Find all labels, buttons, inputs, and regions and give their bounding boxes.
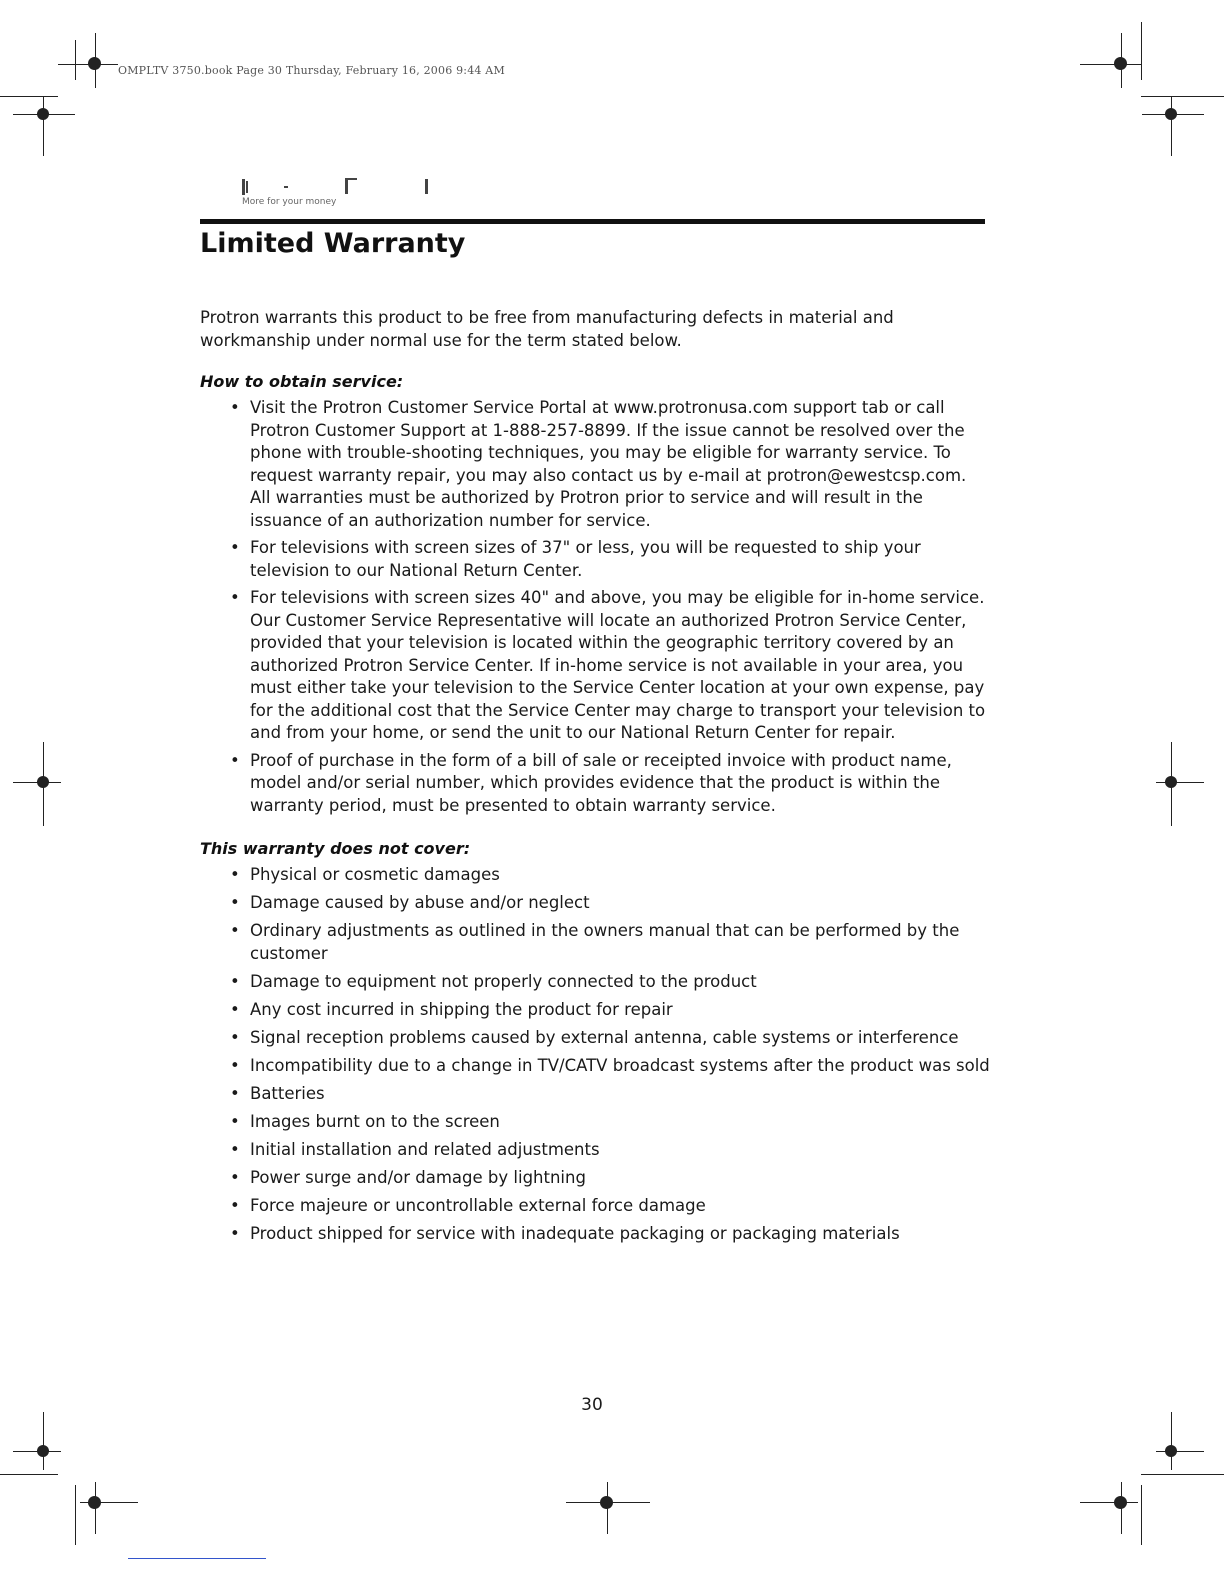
list-item: • Force majeure or uncontrollable external force damage [230, 1195, 990, 1218]
list-item: • Proof of purchase in the form of a bill of sale or receipted invoice with product name, model and/or serial number, which provides evidence that the product is within the warranty period, must be presented to obtain warranty service. [230, 750, 990, 818]
list-item: • Damage caused by abuse and/or neglect [230, 892, 990, 915]
print-slug: OMPLTV 3750.book Page 30 Thursday, February 16, 2006 9:44 AM [118, 64, 505, 77]
page-title: Limited Warranty [200, 228, 466, 259]
service-heading: How to obtain service: [200, 372, 404, 391]
not-covered-heading: This warranty does not cover: [200, 839, 471, 858]
list-item: • For televisions with screen sizes 40" and above, you may be eligible for in-home service. Our Customer Service Representative will locate an authorized Protron Service Center, provided that your television is located within the geographic territory covered by an authorized Protron Service Center. If in-home service is not available in your area, you must either take your television to the Service Center location at your own expense, pay for the additional cost that the Service Center may charge to transport your television to and from your home, or send the unit to our National Return Center for repair. [230, 587, 990, 745]
list-item: • Any cost incurred in shipping the product for repair [230, 999, 990, 1022]
service-list [230, 397, 990, 822]
title-rule [200, 219, 985, 224]
brand-tagline: More for your money [242, 197, 337, 207]
list-item: • Images burnt on to the screen [230, 1111, 990, 1134]
list-item: • Product shipped for service with inadequate packaging or packaging materials [230, 1223, 990, 1246]
list-item: • Physical or cosmetic damages [230, 864, 990, 887]
not-covered-list [230, 864, 990, 1251]
list-item: • Damage to equipment not properly connected to the product [230, 971, 990, 994]
link-underline [128, 1558, 266, 1559]
list-item: • Batteries [230, 1083, 990, 1106]
list-item: • Initial installation and related adjustments [230, 1139, 990, 1162]
page-number: 30 [581, 1395, 603, 1415]
list-item: • Incompatibility due to a change in TV/CATV broadcast systems after the product was sold [230, 1055, 990, 1078]
list-item: • Signal reception problems caused by external antenna, cable systems or interference [230, 1027, 990, 1050]
list-item: • For televisions with screen sizes of 37" or less, you will be requested to ship your television to our National Return Center. [230, 537, 990, 582]
list-item: • Ordinary adjustments as outlined in the owners manual that can be performed by the customer [230, 920, 990, 965]
intro-paragraph: Protron warrants this product to be free from manufacturing defects in material and workmanship under normal use for the term stated below. [200, 308, 894, 350]
list-item: • Visit the Protron Customer Service Portal at www.protronusa.com support tab or call Protron Customer Support at 1-888-257-8899. If the issue cannot be resolved over the phone with trouble-shooting techniques, you may be eligible for warranty service. To request warranty repair, you may also contact us by e-mail at protron@ewestcsp.com. All warranties must be authorized by Protron prior to service and will result in the issuance of an authorization number for service. [230, 397, 990, 532]
list-item: • Power surge and/or damage by lightning [230, 1167, 990, 1190]
